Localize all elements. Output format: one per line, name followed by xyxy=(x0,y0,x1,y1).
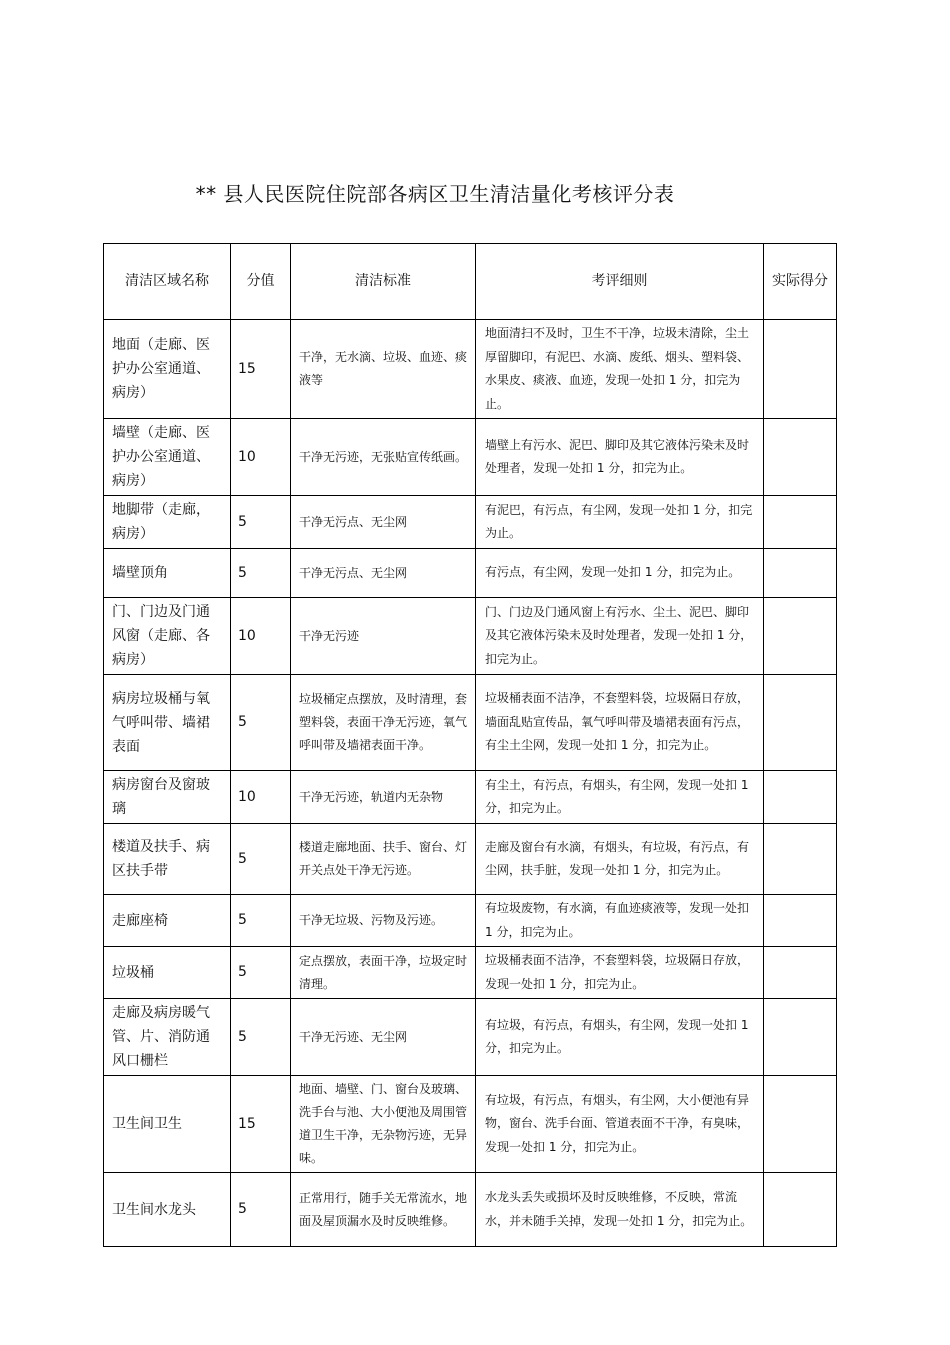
standard-cell: 干净，无水滴、垃圾、血迹、痰液等 xyxy=(291,320,476,419)
score-cell: 5 xyxy=(231,824,291,895)
criteria-cell: 有尘土，有污点，有烟头，有尘网，发现一处扣 1 分，扣完为止。 xyxy=(476,771,764,824)
header-standard: 清洁标准 xyxy=(291,244,476,320)
actual-score-cell xyxy=(764,675,837,771)
area-cell: 走廊及病房暖气管、片、消防通风口栅栏 xyxy=(104,999,231,1076)
standard-cell: 定点摆放，表面干净，垃圾定时清理。 xyxy=(291,947,476,999)
scoring-table xyxy=(103,243,837,1247)
actual-score-cell xyxy=(764,1076,837,1173)
area-cell: 门、门边及门通风窗（走廊、各病房） xyxy=(104,598,231,675)
area-cell: 垃圾桶 xyxy=(104,947,231,999)
standard-cell: 干净无污迹，轨道内无杂物 xyxy=(291,771,476,824)
score-cell: 5 xyxy=(231,675,291,771)
criteria-cell: 有垃圾，有污点，有烟头，有尘网，大小便池有异物，窗台、洗手台面、管道表面不干净，有臭味，发现一处扣 1 分，扣完为止。 xyxy=(476,1076,764,1173)
table-row xyxy=(104,999,837,1076)
score-cell: 10 xyxy=(231,419,291,496)
table-row xyxy=(104,1076,837,1173)
actual-score-cell xyxy=(764,320,837,419)
table-row xyxy=(104,320,837,419)
standard-cell: 干净无垃圾、污物及污迹。 xyxy=(291,895,476,947)
score-cell: 5 xyxy=(231,999,291,1076)
header-row xyxy=(104,244,837,320)
header-actual-score: 实际得分 xyxy=(764,244,837,320)
header-criteria: 考评细则 xyxy=(476,244,764,320)
actual-score-cell xyxy=(764,999,837,1076)
actual-score-cell xyxy=(764,496,837,549)
table-row xyxy=(104,598,837,675)
criteria-cell: 有垃圾，有污点，有烟头，有尘网，发现一处扣 1 分，扣完为止。 xyxy=(476,999,764,1076)
criteria-cell: 墙壁上有污水、泥巴、脚印及其它液体污染未及时处理者，发现一处扣 1 分，扣完为止。 xyxy=(476,419,764,496)
header-area: 清洁区域名称 xyxy=(104,244,231,320)
standard-cell: 楼道走廊地面、扶手、窗台、灯开关点处干净无污迹。 xyxy=(291,824,476,895)
criteria-cell: 水龙头丢失或损坏及时反映维修，不反映，常流水，并未随手关掉，发现一处扣 1 分，扣完为止。 xyxy=(476,1173,764,1247)
actual-score-cell xyxy=(764,419,837,496)
criteria-cell: 有泥巴，有污点，有尘网，发现一处扣 1 分，扣完为止。 xyxy=(476,496,764,549)
area-cell: 墙壁顶角 xyxy=(104,549,231,598)
criteria-cell: 地面清扫不及时，卫生不干净，垃圾未清除，尘土厚留脚印，有泥巴、水滴、废纸、烟头、塑料袋、水果皮、痰液、血迹，发现一处扣 1 分，扣完为止。 xyxy=(476,320,764,419)
table-row xyxy=(104,419,837,496)
actual-score-cell xyxy=(764,598,837,675)
criteria-cell: 门、门边及门通风窗上有污水、尘土、泥巴、脚印及其它液体污染未及时处理者，发现一处扣 1 分，扣完为止。 xyxy=(476,598,764,675)
standard-cell: 正常用行，随手关无常流水，地面及屋顶漏水及时反映维修。 xyxy=(291,1173,476,1247)
standard-cell: 干净无污迹 xyxy=(291,598,476,675)
criteria-cell: 有污点，有尘网，发现一处扣 1 分，扣完为止。 xyxy=(476,549,764,598)
score-cell: 5 xyxy=(231,496,291,549)
table-row xyxy=(104,824,837,895)
actual-score-cell xyxy=(764,549,837,598)
standard-cell: 垃圾桶定点摆放，及时清理，套塑料袋，表面干净无污迹，氧气呼叫带及墙裙表面干净。 xyxy=(291,675,476,771)
table-row xyxy=(104,947,837,999)
criteria-cell: 垃圾桶表面不洁净，不套塑料袋，垃圾隔日存放，发现一处扣 1 分，扣完为止。 xyxy=(476,947,764,999)
score-cell: 10 xyxy=(231,771,291,824)
score-cell: 5 xyxy=(231,895,291,947)
actual-score-cell xyxy=(764,771,837,824)
header-score: 分值 xyxy=(231,244,291,320)
criteria-cell: 走廊及窗台有水滴，有烟头，有垃圾，有污点，有尘网，扶手脏，发现一处扣 1 分，扣完为止。 xyxy=(476,824,764,895)
actual-score-cell xyxy=(764,824,837,895)
actual-score-cell xyxy=(764,1173,837,1247)
actual-score-cell xyxy=(764,895,837,947)
document-title: ** 县人民医院住院部各病区卫生清洁量化考核评分表 xyxy=(195,182,675,206)
area-cell: 病房窗台及窗玻璃 xyxy=(104,771,231,824)
standard-cell: 干净无污迹、无尘网 xyxy=(291,999,476,1076)
standard-cell: 地面、墙壁、门、窗台及玻璃、洗手台与池、大小便池及周围管道卫生干净，无杂物污迹，无异味。 xyxy=(291,1076,476,1173)
criteria-cell: 垃圾桶表面不洁净，不套塑料袋，垃圾隔日存放，墙面乱贴宣传品，氧气呼叫带及墙裙表面有污点，有尘土尘网，发现一处扣 1 分，扣完为止。 xyxy=(476,675,764,771)
actual-score-cell xyxy=(764,947,837,999)
criteria-cell: 有垃圾废物，有水滴，有血迹痰液等，发现一处扣 1 分，扣完为止。 xyxy=(476,895,764,947)
area-cell: 走廊座椅 xyxy=(104,895,231,947)
standard-cell: 干净无污点、无尘网 xyxy=(291,496,476,549)
area-cell: 卫生间水龙头 xyxy=(104,1173,231,1247)
score-cell: 5 xyxy=(231,549,291,598)
area-cell: 楼道及扶手、病区扶手带 xyxy=(104,824,231,895)
area-cell: 地面（走廊、医护办公室通道、病房） xyxy=(104,320,231,419)
area-cell: 地脚带（走廊，病房） xyxy=(104,496,231,549)
table-row xyxy=(104,549,837,598)
table-row xyxy=(104,496,837,549)
standard-cell: 干净无污点、无尘网 xyxy=(291,549,476,598)
area-cell: 卫生间卫生 xyxy=(104,1076,231,1173)
area-cell: 病房垃圾桶与氧气呼叫带、墙裙表面 xyxy=(104,675,231,771)
table-row xyxy=(104,895,837,947)
table-row xyxy=(104,771,837,824)
score-cell: 10 xyxy=(231,598,291,675)
score-cell: 5 xyxy=(231,947,291,999)
score-cell: 15 xyxy=(231,320,291,419)
standard-cell: 干净无污迹，无张贴宣传纸画。 xyxy=(291,419,476,496)
table-row xyxy=(104,1173,837,1247)
score-cell: 5 xyxy=(231,1173,291,1247)
score-cell: 15 xyxy=(231,1076,291,1173)
table-row xyxy=(104,675,837,771)
area-cell: 墙壁（走廊、医护办公室通道、病房） xyxy=(104,419,231,496)
